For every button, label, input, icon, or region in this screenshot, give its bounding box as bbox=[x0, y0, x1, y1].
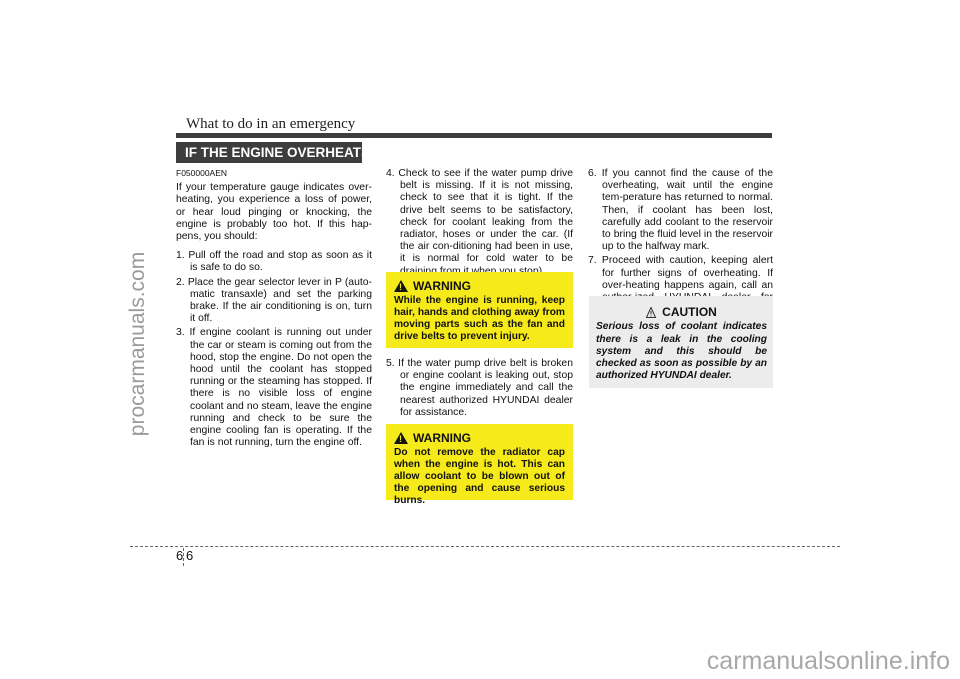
caution-triangle-icon bbox=[646, 307, 656, 318]
caution-title bbox=[596, 306, 767, 318]
list-item: 2. Place the gear selector lever in P (auto-matic transaxle) and set the parking brake. If the air conditioning is on, turn it off. bbox=[176, 276, 372, 325]
list-item: 6. If you cannot find the cause of the overheating, wait until the engine tem-perature has returned to normal. Then, if coolant has been lost, carefully add coolant to the reservoir to bring the fluid level in the reservoir up to the halfway mark. bbox=[588, 168, 773, 253]
chapter-number: 6 bbox=[176, 548, 184, 563]
caution-text: Serious loss of coolant indicates there is a leak in the cooling system and this should be checked as soon as possible by an authorized HYUNDAI dealer. bbox=[596, 321, 767, 382]
warning-triangle-icon bbox=[394, 432, 408, 444]
warning-triangle-icon bbox=[394, 280, 408, 292]
warning-title-text: WARNING bbox=[413, 279, 471, 293]
page-number: 6 bbox=[186, 548, 194, 563]
top-rule bbox=[176, 133, 772, 138]
footer-separator bbox=[183, 548, 184, 566]
warning-text: Do not remove the radiator cap when the engine is hot. This can allow coolant to be blown out of the opening and cause serious burns. bbox=[394, 447, 565, 506]
caution-title-text: CAUTION bbox=[662, 305, 717, 319]
warning-box-1 bbox=[386, 272, 573, 348]
column-2 bbox=[386, 166, 573, 278]
column-3 bbox=[588, 166, 773, 319]
heading-text: IF THE ENGINE OVERHEATS bbox=[185, 145, 371, 160]
footer-dashed-rule bbox=[130, 546, 840, 547]
side-watermark: procarmanuals.com bbox=[126, 251, 149, 437]
section-title: What to do in an emergency bbox=[186, 116, 356, 132]
bottom-watermark: carmanualsonline.info bbox=[706, 647, 950, 675]
warning-title-text: WARNING bbox=[413, 431, 471, 445]
list-item: 1. Pull off the road and stop as soon as it is safe to do so. bbox=[176, 250, 372, 274]
warning-title bbox=[394, 280, 565, 292]
list-item: 7. Proceed with caution, keeping alert for further signs of overheating. If over-heating happens again, call an bbox=[588, 255, 773, 291]
list-item: 5. If the water pump drive belt is broken or engine coolant is leaking out, stop the engine immediately and call the nearest authorized HYUNDAI dealer for assistance. bbox=[386, 358, 573, 418]
doc-code: F050000AEN bbox=[176, 168, 228, 178]
warning-title bbox=[394, 432, 565, 444]
column-2-lower bbox=[386, 356, 573, 419]
intro-paragraph: If your temperature gauge indicates over-heating, you experience a loss of power, or hear loud pinging or knocking, the engine is probably too hot. If this hap-pens, you should: bbox=[176, 182, 372, 243]
warning-text: While the engine is running, keep hair, hands and clothing away from moving parts such as the fan and drive belts to prevent injury. bbox=[394, 295, 565, 342]
caution-box bbox=[589, 296, 773, 388]
warning-box-2 bbox=[386, 424, 573, 506]
list-item: 3. If engine coolant is running out under the car or steam is coming out from the hood, stop the engine. Do not open the hood until the coolant has stopped running or the steaming has stopped. If there is no visible loss of engine coolant and no steam, leave the engine running and check to be sure the engine cooling fan is operating. If the fan is not running, turn the engine off. bbox=[176, 327, 372, 449]
list-item: 4. Check to see if the water pump drive belt is missing. If it is not missing, check to see that it is tight. If the drive belt seems to be satisfactory, check for coolant leaking from the radiator, hoses or under the car. (If the air con-ditioning had been in use, it is normal for cold water to be bbox=[386, 168, 573, 265]
column-1 bbox=[176, 167, 372, 449]
